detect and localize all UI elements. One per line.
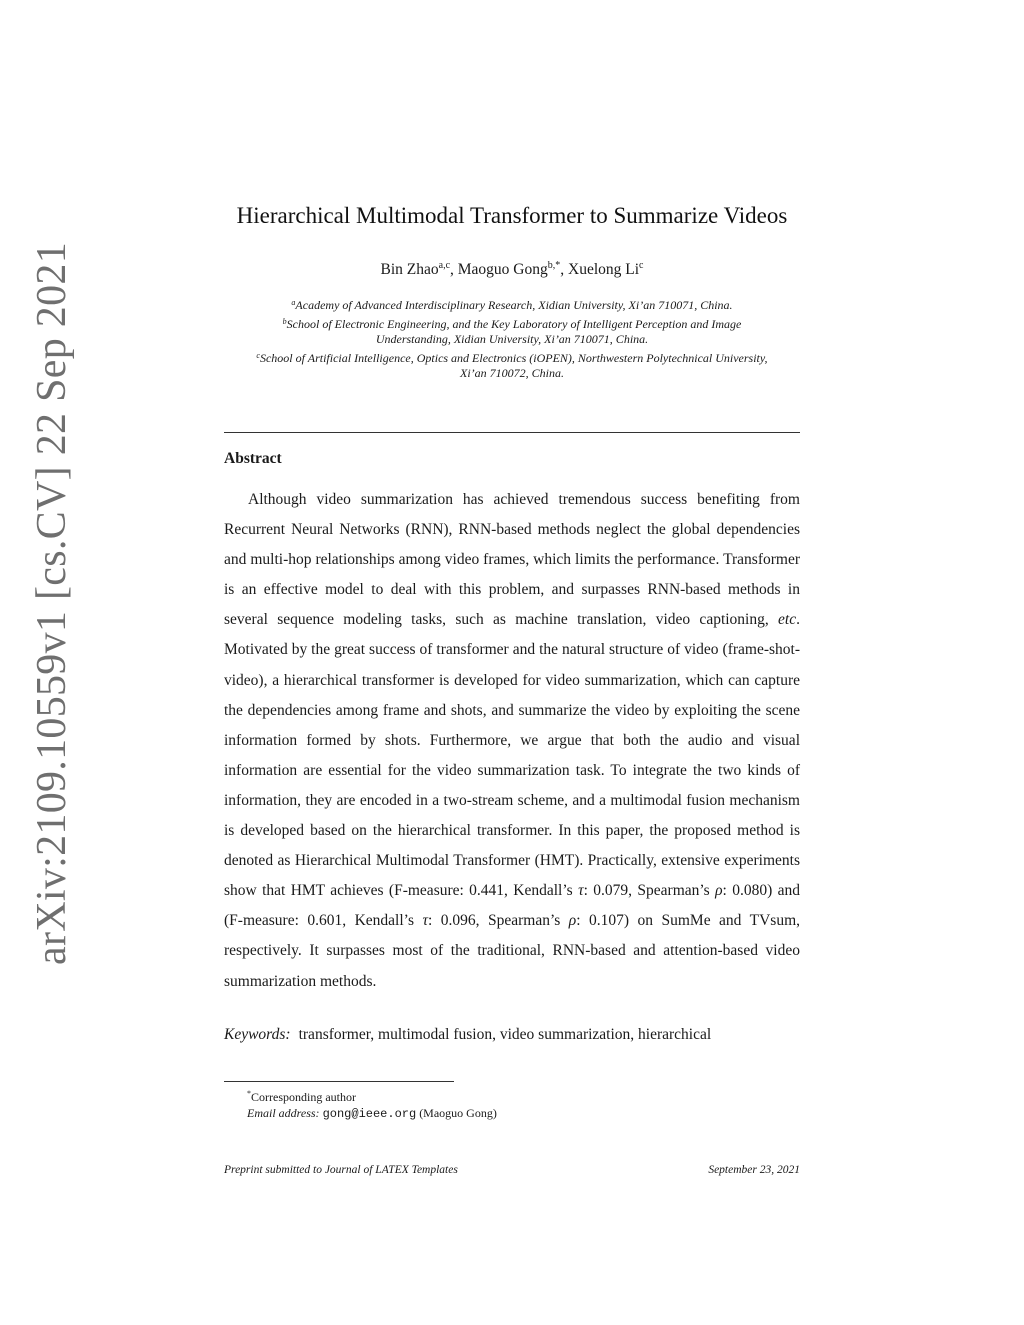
keywords-text: transformer, multimodal fusion, video summarization, hierarchical xyxy=(298,1026,712,1043)
author-name: Maoguo Gong xyxy=(457,261,548,278)
author-affil-mark: c xyxy=(639,260,644,271)
email-note: Email address: gong@ieee.org (Maoguo Gong) xyxy=(247,1106,497,1121)
author-list: Bin Zhao$^{a,c}$, Maoguo Gong$^{b,*}$, Xuelong Li$^c$ xyxy=(380,260,644,278)
author-name: Xuelong Li xyxy=(568,261,640,278)
footnote-rule xyxy=(224,1081,454,1082)
email-link[interactable]: gong@ieee.org xyxy=(322,1107,417,1121)
author-affil-mark: a,c xyxy=(438,260,451,271)
affiliation-a: $^a$Academy of Advanced Interdisciplinary Research, Xidian University, Xi’an 710071, China. xyxy=(291,298,733,312)
affiliation-b: $^b$School of Electronic Engineering, and the Key Laboratory of Intelligent Perception and Image Understanding, Xidian University, Xi’an 710071, China. xyxy=(282,316,742,346)
affiliation-c: $^c$School of Artificial Intelligence, Optics and Electronics (iOPEN), Northwestern Polytechnical University, Xi’an 710072, China. xyxy=(256,350,768,380)
header-rule xyxy=(224,432,800,433)
keywords-label: Keywords: xyxy=(224,1026,291,1043)
paper-title: Hierarchical Multimodal Transformer to Summarize Videos xyxy=(236,203,788,228)
corresponding-author-note: *Corresponding author xyxy=(247,1089,356,1104)
footnote xyxy=(247,1086,497,1122)
affiliations xyxy=(224,295,800,382)
author-name: Bin Zhao xyxy=(380,261,439,278)
abstract-body xyxy=(224,485,800,997)
author-affil-mark: b,* xyxy=(547,260,561,271)
preprint-note: Preprint submitted to Journal of LATEX Templates xyxy=(224,1164,458,1176)
keywords xyxy=(224,1026,800,1044)
abstract-paragraph: Although video summarization has achieved tremendous success benefiting from Recurrent Neural Networks (RNN), RNN-based methods neglect the global dependencies and multi-hop relationships among video frames, which limits the performance. Transformer is an effective model to deal with this problem, and surpasses RNN-based methods in several sequence modeling tasks, such as machine translation, video captioning, etc. Motivated by the great success of transformer and the natural structure of video (frame-shot-video), a hierarchical transformer is developed for video summarization, which can capture the dependencies among frame and shots, and summarize the video by exploiting the scene information formed by shots. Furthermore, we argue that both the audio and visual information are essential for the video summarization task. To integrate the two kinds of information, they are encoded in a two-stream scheme, and a multimodal fusion mechanism is developed based on the hierarchical transformer. In this paper, the proposed method is denoted as Hierarchical Multimodal Transformer (HMT). Practically, extensive experiments show that HMT achieves (F-measure: 0.441, Kendall’s τ: 0.079, Spearman’s ρ: 0.080) and (F-measure: 0.601, Kendall’s τ: 0.096, Spearman’s ρ: 0.107) on SumMe and TVsum, respectively. It surpasses most of the traditional, RNN-based and attention-based video summarization methods. xyxy=(224,491,800,990)
abstract-heading: Abstract xyxy=(224,450,282,467)
arxiv-identifier: arXiv:2109.10559v1 [cs.CV] 22 Sep 2021 xyxy=(29,241,75,965)
date: September 23, 2021 xyxy=(708,1164,800,1176)
